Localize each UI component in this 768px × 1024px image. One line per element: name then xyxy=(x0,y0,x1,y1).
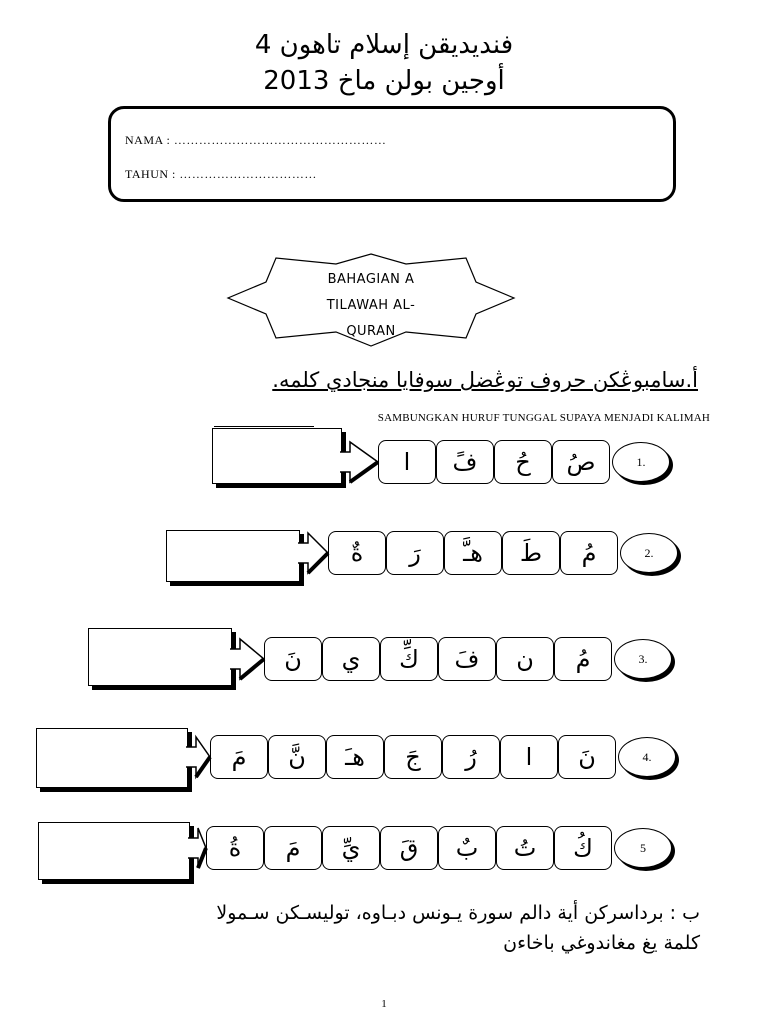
answer-box[interactable] xyxy=(166,530,300,582)
letter-cell: طَ xyxy=(502,531,560,575)
connector-arrow-icon xyxy=(188,818,210,878)
letter-cell: رُ xyxy=(442,735,500,779)
part-b-instruction xyxy=(40,898,700,958)
letter-cell: رَ xyxy=(386,531,444,575)
part-b-line1: ب : برداسركن أية دالم سورة يـونس دبـاوه، توليسـكن سـمولا xyxy=(216,902,700,924)
section-label-line3: QURAN xyxy=(346,324,396,339)
student-info-box xyxy=(108,106,676,202)
answer-box[interactable] xyxy=(88,628,232,686)
page-subtitle: أوجين بولن ماخ 2013 xyxy=(263,66,505,96)
letter-cell: كِّ xyxy=(380,637,438,681)
letter-cell: تُ xyxy=(496,826,554,870)
letter-cell: مُ xyxy=(554,637,612,681)
question-number: 5 xyxy=(614,828,672,868)
letter-cell: فً xyxy=(436,440,494,484)
letter-cell: بٌ xyxy=(438,826,496,870)
connector-arrow-icon xyxy=(298,523,332,583)
page-title: فنديديقن إسلام تاهون 4 xyxy=(254,30,514,60)
part-a-heading: أ.سامبوڠكن حروف توڠضل سوفايا منجادي كلمه. xyxy=(272,368,698,392)
letter-cell: جَ xyxy=(384,735,442,779)
letter-cell: ا xyxy=(500,735,558,779)
page-number: 1 xyxy=(381,998,387,1010)
answer-box[interactable] xyxy=(38,822,190,880)
section-label-line1: BAHAGIAN A xyxy=(327,272,415,287)
heading-rule xyxy=(214,426,314,427)
letter-cell: ةٌ xyxy=(328,531,386,575)
letter-cell: مُ xyxy=(560,531,618,575)
letter-cell: يِّ xyxy=(322,826,380,870)
letter-cell: نَ xyxy=(264,637,322,681)
letter-cell: ةُ xyxy=(206,826,264,870)
question-number: 1. xyxy=(612,442,670,482)
letter-cell: نَّ xyxy=(268,735,326,779)
letter-cell: ن xyxy=(496,637,554,681)
question-number: 3. xyxy=(614,639,672,679)
letter-cell: ي xyxy=(322,637,380,681)
answer-box[interactable] xyxy=(212,428,342,484)
section-label-line2: TILAWAH AL- xyxy=(326,298,416,313)
connector-arrow-icon xyxy=(186,727,214,787)
letter-cell: مَ xyxy=(210,735,268,779)
connector-arrow-icon xyxy=(230,629,268,689)
name-field[interactable]: NAMA : …………………………………………… xyxy=(125,133,387,147)
letter-cell: قَ xyxy=(380,826,438,870)
year-field[interactable]: TAHUN : …………………………… xyxy=(125,167,317,181)
letter-cell: نَ xyxy=(558,735,616,779)
connector-arrow-icon xyxy=(340,432,382,492)
answer-box[interactable] xyxy=(36,728,188,788)
letter-cell: صُ xyxy=(552,440,610,484)
letter-cell: هـَ xyxy=(326,735,384,779)
section-badge xyxy=(226,252,516,348)
part-a-instruction: SAMBUNGKAN HURUF TUNGGAL SUPAYA MENJADI KALIMAH xyxy=(377,412,710,424)
letter-cell: هـَّ xyxy=(444,531,502,575)
question-number: 2. xyxy=(620,533,678,573)
letter-cell: حُ xyxy=(494,440,552,484)
letter-cell: مَ xyxy=(264,826,322,870)
letter-cell: كُ xyxy=(554,826,612,870)
letter-cell: فَ xyxy=(438,637,496,681)
part-b-line2: كلمة يغ مغاندوغي باخاءن xyxy=(503,932,700,954)
question-number: 4. xyxy=(618,737,676,777)
letter-cell: ا xyxy=(378,440,436,484)
